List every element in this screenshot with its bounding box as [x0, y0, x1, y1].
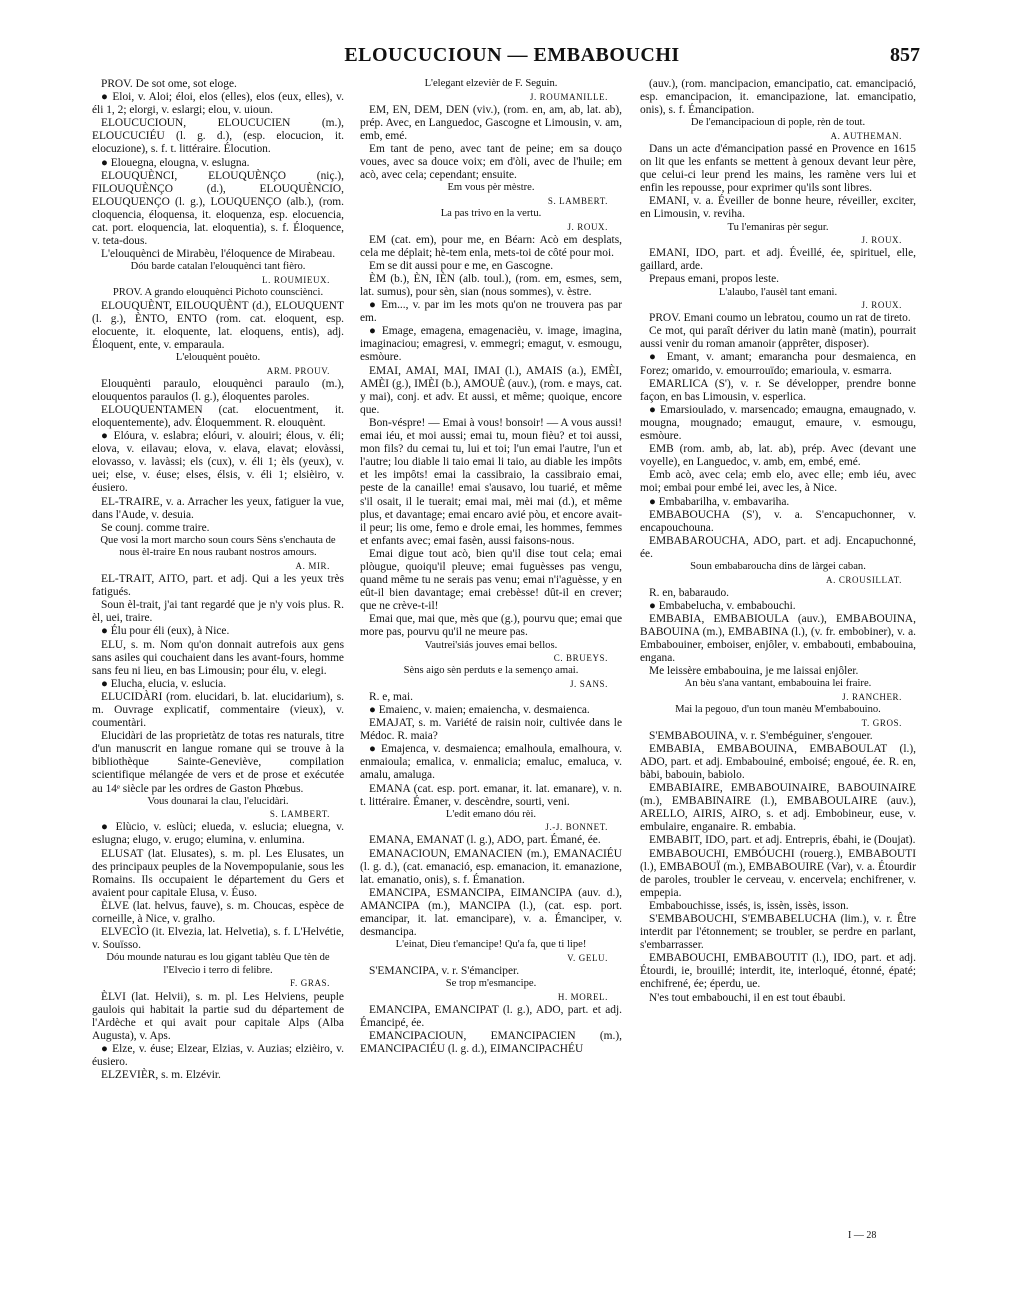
quotation-line: PROV. A grando elouquènci Pichoto counsciènci. [112, 287, 324, 298]
entry-paragraph: Embabouchisse, issés, is, issèn, issès, isson. [649, 899, 849, 912]
quotation-author: S. LAMBERT. [269, 809, 330, 820]
entry-paragraph: EL-TRAIRE, v. a. Arracher les yeux, fatiguer la vue, dans l'Aude, v. desuia. [92, 495, 344, 521]
quotation-author: V. GELU. [567, 952, 608, 963]
quotation-line: L'elouquènt pouèto. [175, 351, 261, 363]
entry-paragraph: Elucidàri de las proprietàtz de totas res naturals, titre d'un manuscrit en langue romane qui se trouve à la bibliothèque Sainte-Geneviève, compilation scientifique mélangée de vers et de prose et exécutée au 14ᵉ siècle par les ordres de Gaston Phœbus. [92, 730, 344, 795]
quotation-author: J. ROUX. [861, 235, 902, 246]
quotation-author: ARM. PROUV. [266, 365, 330, 376]
quotation-line: Que vosi la mort marcho soun cours Sèns s'enchauta de nous èl-traire En nous raubant nostros amours. [100, 534, 336, 559]
entry-paragraph: S'EMANCIPA, v. r. S'émanciper. [369, 964, 520, 977]
entry-paragraph: Emai digue tout acò, bien qu'il dise tout cela; emai plòugue, quoiqu'il pleuve; emai fuguèsses pas vengu, quand même tu ne serais pas venu; emai n'i'aguèsse, y en eût-il bien davantage; emai crebèsse! dût-il en crever; que ne crève-t-il! [360, 547, 622, 613]
entry-paragraph: ● Embabelucha, v. embabouchi. [649, 599, 796, 612]
entry-paragraph: EMANA, EMANAT (l. g.), ADO, part. Émané, ée. [369, 834, 601, 847]
entry-paragraph: Se counj. comme traire. [101, 521, 210, 534]
entry-paragraph: ÈM (b.), ÈN, IÈN (alb. toul.), (rom. em, esmes, sem, lat. sumus), pour sèn, sian (nous sommes), v. èstre. [360, 272, 622, 298]
entry-paragraph: Em se dit aussi pour e me, en Gascogne. [369, 259, 554, 272]
quotation-line: L'elegant elzevièr de F. Seguin. [424, 78, 558, 89]
entry-paragraph: EMBABIA, EMBABIOULA (auv.), EMBABOUINA, BABOUINA (m.), EMBABINA (l.), (v. fr. embobiner), v. a. Embabouiner, emboiser, enjôler, v. embabouti, embabouina, engana. [640, 612, 916, 665]
quotation-author: A. AUTHEMAN. [830, 130, 902, 141]
quotation-line: Vous dounarai la clau, l'elucidàri. [147, 795, 289, 807]
entry-paragraph: ● Emant, v. amant; emarancha pour desmaienca, en Forez; omarido, v. emourrouïdo; emarioula, v. esmarra. [640, 351, 916, 377]
entry-paragraph: ÈLVE (lat. helvus, fauve), s. m. Choucas, espèce de corneille, à Nice, v. gralho. [92, 899, 344, 925]
quotation-author: J. ROUX. [861, 300, 902, 311]
quotation-author: J.-J. BONNET. [545, 822, 608, 833]
entry-paragraph: Me leissère embabouina, je me laissai enjôler. [649, 665, 859, 678]
entry-paragraph: ELZEVIÈR, s. m. Elzévir. [101, 1069, 221, 1082]
quotation-author: T. GROS. [861, 717, 902, 728]
entry-paragraph: ● Elùcio, v. eslùci; elueda, v. esluciа; eluegna, v. eslugna; elugo, v. erugo; elumina, v. enlumina. [92, 821, 344, 847]
entry-paragraph: ● Elóura, v. eslabra; elóuri, v. alouiri; élous, v. éli; elova, v. eilavau; elova, v. elava, elavat; elovàssi, elovasso, v. lavàssi; els (cux), v. éli 1; èls (yeux), v. uei; else, v. éuse; elses, élsis, v. éli 1; elsièiro, v. éusiero. [92, 430, 344, 495]
entry-paragraph: ● Em..., v. par im les mots qu'on ne trouvera pas par em. [360, 299, 622, 325]
entry-paragraph: R. e, mai. [369, 690, 413, 703]
entry-paragraph: EMBABIA, EMBABOUINA, EMBABOULAT (l.), ADO, part. et adj. Embabouiné, emboisé; engoué, ée. R. en, bàbi, babouin, babiolo. [640, 742, 916, 781]
entry-paragraph: ELU, s. m. Nom qu'on donnait autrefois aux gens sans asiles qui couchaient dans les avant-fours, homme sans feu ni lieu, en bas Limousin; pour élu, v. elegi. [92, 638, 344, 677]
entry-paragraph: EMARLICA (S'), v. r. Se développer, prendre bonne façon, en bas Limousin, v. esperlica. [640, 377, 916, 403]
entry-paragraph: Prepaus emani, propos leste. [649, 273, 780, 286]
quotation-author: J. ROUX. [567, 221, 608, 232]
entry-paragraph: ● Embabarilha, v. embavariha. [649, 495, 790, 508]
entry-paragraph: (auv.), (rom. mancipacion, emancipatio, cat. emancipació, esp. emancipacion, it. emancipazione, lat. emancipatio, onis), s. f. Émancipation. [640, 78, 916, 117]
entry-paragraph: Ce mot, qui paraît dériver du latin manè (matin), pourrait aussi venir du roman amanoir (apprêter, disposer). [640, 325, 916, 351]
signature-mark: I — 28 [848, 1230, 877, 1241]
quotation-line: L'edit emano dóu rèi. [445, 808, 537, 820]
quotation-line: Tu l'emaniras pèr segur. [727, 221, 829, 233]
column-left [92, 78, 344, 1238]
quotation-author: J. SANS. [569, 678, 608, 689]
entry-paragraph: EMBABAROUCHA, ADO, part. et adj. Encapuchonné, ée. [640, 534, 916, 560]
entry-paragraph: EMANACIOUN, EMANACIEN (m.), EMANACIÉU (l. g. d.), (cat. emanació, esp. emanacion, it. emanazione, lat. emanatio, onis), s. f. Émanation. [360, 847, 622, 886]
entry-paragraph: ● Emarsioulado, v. marsencado; emaugna, emaugnado, v. mougna, mougnado; emaugut, emaure, v. esmougu, esmòure. [640, 403, 916, 443]
entry-paragraph: EMAJAT, s. m. Variété de raisin noir, cultivée dans le Médoc. R. maia? [360, 717, 622, 743]
quotation-author: H. MOREL. [557, 991, 608, 1002]
entry-paragraph: EMBABIAIRE, EMBABOUINAIRE, BABOUINAIRE (m.), EMBABINAIRE (l.), EMBABOULAIRE (auv.), ARELLO, AIRIS, AIRO, s. et adj. Embobineur, euse, v. embulaire, enganaire. R. embabia. [640, 782, 916, 834]
quotation-author: L. ROUMIEUX. [262, 274, 330, 285]
entry-paragraph: ELUCIDÀRI (rom. elucidari, b. lat. elucidarium), s. m. Ouvrage explicatif, commentaire (vieux), v. coumentàri. [92, 690, 344, 730]
quotation-author: S. LAMBERT. [547, 195, 608, 206]
entry-paragraph: ÈLVI (lat. Helvii), s. m. pl. Les Helviens, peuple gaulois qui habitait la partie sud du département de l'Ardèche et qui avait pour capitale Alps (Alba Augusta), v. Aps. [92, 990, 344, 1042]
quotation-line: Dóu mounde naturau es lou gigant tablèu Que tèn de l'Elvecìo i terro di felibre. [106, 952, 330, 976]
entry-paragraph: ELUSAT (lat. Elusates), s. m. pl. Les Elusates, un des principaux peuples de la Novempopulanie, sous les Romains. Ils occupaient le département du Gers et avaient pour capitale Elusa, v. Éuso. [92, 847, 344, 899]
entry-paragraph: ● Emajenca, v. desmaienca; emalhoula, emalhoura, v. enmaioula; emalica, v. enmalicia; emaluc, emaluca, v. amalu, amaluga. [360, 743, 622, 782]
quotation-author: J. RANCHER. [842, 691, 902, 702]
entry-paragraph: ELVECÌO (it. Elvezia, lat. Helvetia), s. f. L'Helvétie, v. Souïsso. [92, 926, 344, 952]
quotation-line: Mai la pegouo, d'un toun manèu M'embabouino. [675, 704, 881, 715]
quotation-line: L'einat, Dieu t'emancipe! Qu'a fa, que ti lipe! [395, 939, 587, 951]
entry-paragraph: Em tant de peno, avec tant de peine; em sa douço voues, avec sa douce voix; em d'òli, avec de l'huile; em acò, avec cela; cependant; ensuite. [360, 142, 622, 182]
entry-paragraph: ● Emaienc, v. maien; emaiencha, v. desmaienca. [369, 704, 590, 716]
entry-paragraph: EMANCIPA, EMANCIPAT (l. g.), ADO, part. et adj. Émancipé, ée. [360, 1003, 622, 1029]
quotation-author: C. BRUEYS. [553, 653, 608, 664]
entry-paragraph: N'es tout embabouchi, il en est tout ébaubi. [649, 991, 846, 1004]
quotation-line: Se trop m'esmancipe. [445, 977, 537, 989]
entry-paragraph: ELOUQUENTAMEN (cat. elocuentment, it. eloquentemente), adv. Éloquemment. R. elouquènt. [92, 403, 344, 429]
entry-paragraph: Bon-véspre! — Emai à vous! bonsoir! — A vous aussi! emai iéu, et moi aussi; emai tu, moun fièu? et toi aussi, mon fils? du cemai tu, lui et toi; l'un emai l'autre, l'un et l'autre; lou diable li taio emai li taio, au diable les impôts et les impôts! emai la cassibraio, la cassibraio emai, peste de la canaille! emai s'ausavo, lou tuarié, et même s'il osait, il le tuerait; emai mai, mèi mai (d.), et même plus, et davantage; emai encaro avié pòu, et encore avait-il peur; lis ome, femo e drole emai, les hommes, femmes et enfants avec; emai fasèn, aussi faisons-nous. [360, 416, 622, 547]
entry-paragraph: PROV. De sot ome, sot eloge. [101, 78, 237, 90]
quotation-line: Dóu barde catalan l'elouquènci tant fièro. [130, 261, 306, 273]
entry-paragraph: ● Emage, emagena, emagenacièu, v. image, imagina, imaginaciou; emagresi, v. emmegri; emagut, v. esmougu, esmòure. [360, 325, 622, 364]
quotation-author: A. MIR. [295, 560, 330, 571]
entry-paragraph: ELOUQUÈNT, EILOUQUÈNT (d.), ELOUQUENT (l. g.), ÈNTO, ENTO (rom. cat. eloquent, esp. elocuente, it. eloquente, lat. eloquens, entis), adj. Éloquent, ente, v. emparaula. [92, 299, 344, 351]
quotation-author: A. CROUSILLAT. [826, 574, 902, 585]
entry-paragraph: Elouquènti paraulo, elouquènci paraulo (m.), elouquentos paraulos (l. g.), éloquentes paroles. [92, 377, 344, 403]
entry-paragraph: EM (cat. em), pour me, en Béarn: Acò em desplats, cela me déplait; hè-tem enla, mets-toi de côté pour moi. [360, 233, 622, 259]
page-number: 857 [890, 44, 920, 66]
quotation-line: Vautrei'siás jouves emai bellos. [424, 639, 558, 651]
quotation-line: La pas trivo en la vertu. [440, 207, 542, 219]
entry-paragraph: ● Elouegna, elougna, v. eslugna. [101, 156, 250, 169]
entry-paragraph: EL-TRAIT, AITO, part. et adj. Qui a les yeux très fatigués. [92, 573, 344, 599]
entry-paragraph: ● Elucha, elucia, v. esluciа. [101, 677, 227, 690]
entry-paragraph: EMBABOUCHI, EMBABOUTIT (l.), IDO, part. et adj. Étourdi, ie, brouillé; interdit, ite, interloqué, étonné, épaté; enchifrené, ée; éperdu, ue. [640, 952, 916, 991]
entry-paragraph: EMANCIPACIOUN, EMANCIPACIEN (m.), EMANCIPACIÉU (l. g. d.), EIMANCIPACHÉU [360, 1029, 622, 1055]
entry-paragraph: EMANA (cat. esp. port. emanar, it. lat. emanare), v. n. t. littéraire. Émaner, v. descèndre, sourti, veni. [360, 782, 622, 808]
entry-paragraph: EMBABOUCHI, EMBÓUCHI (rouerg.), EMBABOUTI (l.), EMBABOUÏ (m.), EMBABOUIRE (Var), v. a. Étourdir de paroles, troubler le cerveau, v. encervela; enchifrener, v. empepia. [640, 847, 916, 899]
entry-paragraph: PROV. Emani coumo un lebratou, coumo un rat de tireto. [649, 312, 911, 325]
entry-paragraph: Emb acò, avec cela; emb elo, avec elle; emb iéu, avec moi; embai pour embé lei, avec les, à Nice. [640, 469, 916, 495]
entry-paragraph: EMANI, IDO, part. et adj. Éveillé, ée, spirituel, elle, gaillard, arde. [640, 247, 916, 273]
quotation-line: De l'emancipacioun di pople, rèn de tout. [690, 117, 866, 129]
entry-paragraph: Emai que, mai que, mès que (g.), pourvu que; emai que more pas, pourvu qu'il ne meure pas. [360, 613, 622, 639]
entry-paragraph: ● Elze, v. éuse; Elzear, Elzias, v. Auzias; elzièiro, v. éusiero. [92, 1042, 344, 1069]
entry-paragraph: L'elouquènci de Mirabèu, l'éloquence de Mirabeau. [101, 248, 336, 261]
quotation-author: F. GRAS. [290, 978, 330, 989]
entry-paragraph: EM, EN, DEM, DEN (viv.), (rom. en, am, ab, lat. ab), prép. Avec, en Languedoc, Gascogne et Limousin, v. am, emb, emé. [360, 103, 622, 142]
entry-paragraph: S'EMBABOUCHI, S'EMBABELUCHA (lim.), v. r. Être interdit par l'étonnement; se troubler, se perdre en parlant, s'embarrasser. [640, 913, 916, 952]
entry-paragraph: EMAI, AMAI, MAI, IMAI (l.), AMAIS (a.), EMÈI, AMÈI (g.), IMÈI (b.), AMOUÈ (auv.), (rom. e mays, cat. y mai), conj. et adv. Et aussi, et même; quoique, encore que. [360, 364, 622, 416]
entry-paragraph: EMBABOUCHA (S'), v. a. S'encapuchonner, v. encapouchouna. [640, 508, 916, 534]
quotation-line: Em vous pèr mèstre. [447, 182, 535, 194]
entry-paragraph: EMANI, v. a. Éveiller de bonne heure, réveiller, exciter, en Limousin, v. reviha. [640, 195, 916, 221]
quotation-author: J. ROUMANILLE. [529, 91, 608, 102]
entry-paragraph: Soun èl-trait, j'ai tant regardé que je n'y vois plus. R. èl, uei, traire. [92, 599, 344, 625]
entry-paragraph: R. en, babaraudo. [649, 586, 730, 599]
column-middle [360, 78, 622, 1238]
entry-paragraph: EMANCIPA, ESMANCIPA, EIMANCIPA (auv. d.), AMANCIPA (m.), MANCIPA (l.), (cat. esp. port. emancipar, it. lat. emancipare), v. a. Émanciper, v. desmancipa. [360, 886, 622, 939]
entry-paragraph: ELOUCUCIOUN, ELOUCUCIEN (m.), ELOUCUCIÉU (l. g. d.), (esp. elocucion, it. elocuzione), s. f. t. littéraire. Élocution. [92, 117, 344, 156]
quotation-line: Soun embabaroucha dins de làrgei caban. [690, 560, 866, 572]
entry-paragraph: ● Élu pour éli (eux), à Nice. [101, 625, 230, 638]
entry-paragraph: ● Eloi, v. Aloi; éloi, elos (elles), elos (eux, elles), v. éli 1, 2; elorgi, v. eslargi; elou, v. uioun. [92, 91, 344, 117]
entry-paragraph: EMBABIT, IDO, part. et adj. Entrepris, ébahi, ie (Doujat). [649, 834, 916, 847]
running-head: ELOUCUCIOUN — EMBABOUCHI [344, 44, 680, 66]
quotation-line: L'alaubo, l'ausèl tant emani. [718, 286, 838, 298]
entry-paragraph: Dans un acte d'émancipation passé en Provence en 1615 on lit que les enfants se mettent à genoux devant leur père, que celui-ci leur prend les mains, les ramène vers lui et enfin les repousse, pour exprimer qu'ils sont libres. [640, 142, 916, 195]
quotation-line: An bèu s'ana vantant, embabouina lei fraire. [684, 678, 872, 690]
entry-paragraph: ELOUQUÈNCI, ELOUQUÈNÇO (niç.), FILOUQUÈNÇO (d.), ELOUQUÈNCIO, ELOUQUENÇO (l. g.), LOUQUENÇO (alb.), (rom. cloquencia, éloquensa, it. eloquenza, esp. elocuencia, cat. port. eloquencia, lat. eloquentia), s. f. Éloquence, v. teta-dous. [92, 169, 344, 248]
column-right [640, 78, 916, 1238]
quotation-line: Sèns aigo sèn perduts e la semenço amai. [403, 665, 579, 677]
entry-paragraph: EMB (rom. amb, ab, lat. ab), prép. Avec (devant une voyelle), en Languedoc, v. amb, em, embé, emé. [640, 443, 916, 469]
entry-paragraph: S'EMBABOUINA, v. r. S'embéguiner, s'engouer. [649, 729, 873, 742]
